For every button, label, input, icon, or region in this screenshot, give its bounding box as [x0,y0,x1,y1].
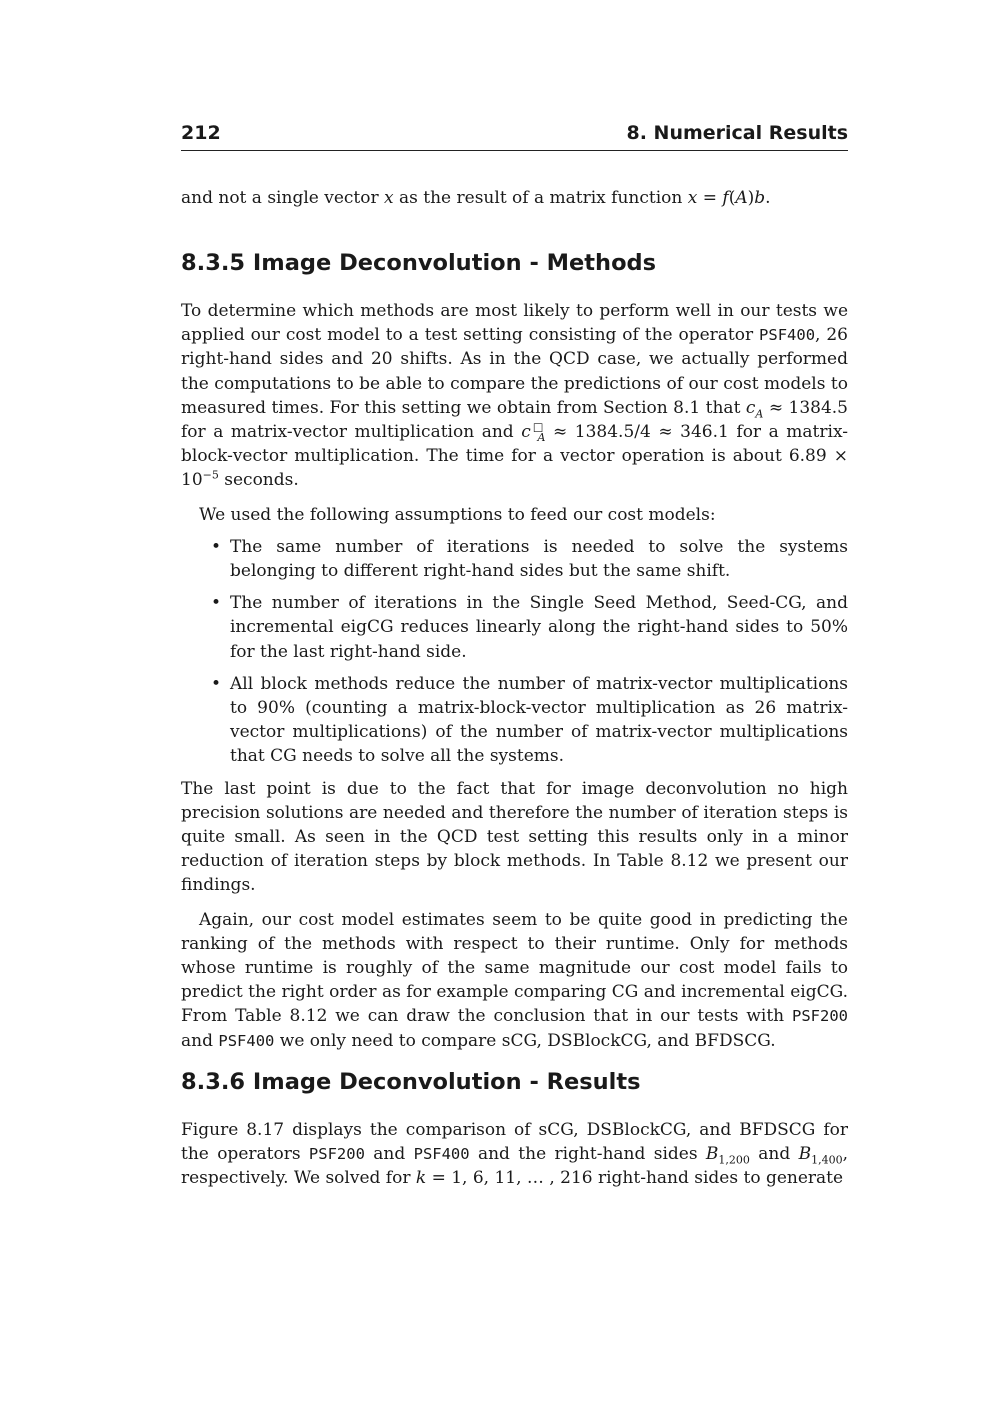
section-8-3-5-body [181,299,848,1053]
assumptions-list [181,535,848,769]
section-heading-8-3-5: 8.3.5 Image Deconvolution - Methods [181,250,657,276]
list-item: • The number of iterations in the Single Seed Method, Seed-CG, and incremental eigCG reduces linearly along the right-hand sides to 50% for the last right-hand side. [181,591,848,664]
paragraph-cost-model: To determine which methods are most likely to perform well in our tests we applied our cost model to a test setting consisting of the operator PSF400, 26 right-hand sides and 20 shifts. As in the QCD case, we actually performed the computations to be able to compare the predictions of our cost models to measured times. For this setting we obtain from Section 8.1 that $c_A \approx 1384.5$ for a matrix-vector multiplication and $c^□_A \approx 1384.5/4 \approx 346.1$ for a matrix-block-vector multiplication. The time for a vector operation is about $6.89 \times 10^{-5}$ seconds. [181,301,849,491]
intro-paragraph: and not a single vector x as the result of a matrix function x = f(A)b. [181,188,771,208]
chapter-title: 8. Numerical Results [626,122,848,144]
paragraph-last-point: The last point is due to the fact that for image deconvolution no high precision solutions are needed and therefore the number of iteration steps is quite small. As seen in the QCD test setting this results only in a minor reduction of iteration steps by block methods. In Table 8.12 we present our findings. [181,778,848,896]
section-heading-8-3-6: 8.3.6 Image Deconvolution - Results [181,1069,641,1095]
list-item: • All block methods reduce the number of matrix-vector multiplications to 90% (counting a matrix-block-vector multiplication as 26 matrix-vector multiplications) of the number of matrix-vector multiplications that CG needs to solve all the systems. [181,672,848,769]
section-8-3-5 [181,251,848,275]
section-8-3-6 [181,1070,848,1094]
list-item: • The same number of iterations is needed to solve the systems belonging to different right-hand sides but the same shift. [181,535,848,583]
paragraph-results: Figure 8.17 displays the comparison of sCG, DSBlockCG, and BFDSCG for the operators PSF200 and PSF400 and the right-hand sides $B_{1,200}$ and $B_{1,400}$, respectively. We solved for k = 1, 6, 11, … , 216 right-hand sides to generate [181,1120,849,1189]
paragraph-assumptions-intro: We used the following assumptions to feed our cost models: [199,504,716,525]
paragraph-cost-estimates: Again, our cost model estimates seem to be quite good in predicting the ranking of the methods with respect to their runtime. Only for methods whose runtime is roughly of the same magnitude our cost model fails to predict the right order as for example comparing CG and incremental eigCG. From Table 8.12 we can draw the conclusion that in our tests with PSF200 and PSF400 we only need to compare sCG, DSBlockCG, and BFDSCG. [181,909,848,1051]
running-head [181,122,848,151]
page-number: 212 [181,122,221,144]
section-8-3-6-body [181,1118,848,1191]
